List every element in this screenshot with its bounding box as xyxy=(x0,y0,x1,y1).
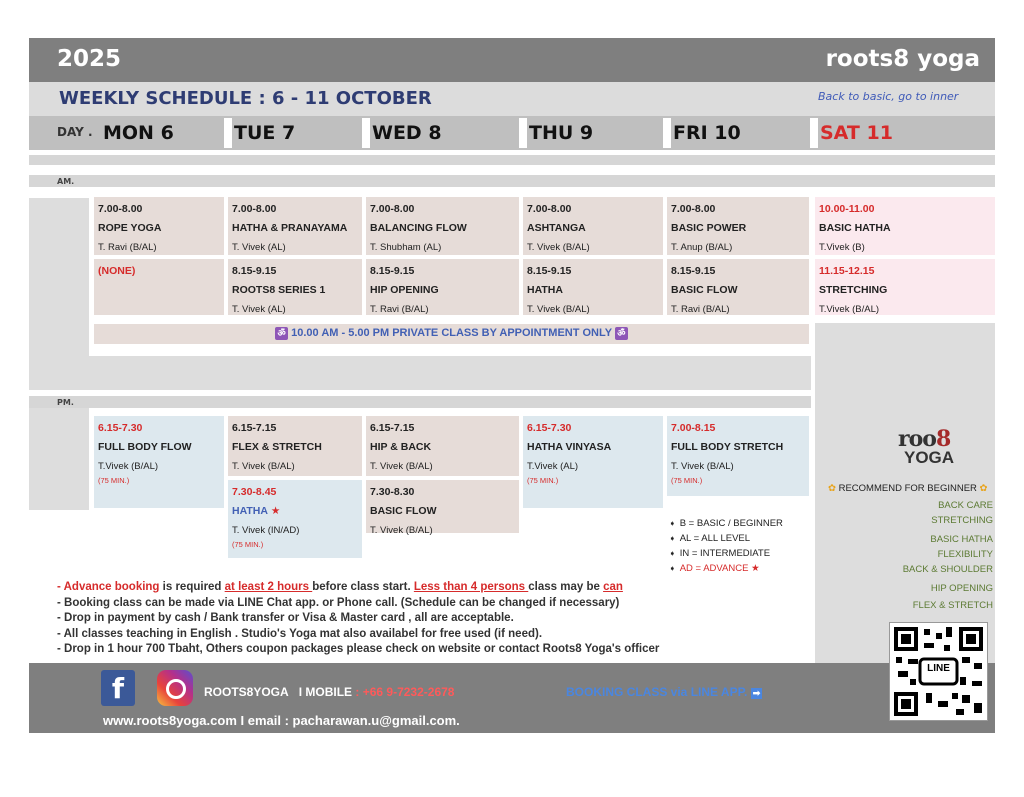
class-cell: 7.00-8.15 FULL BODY STRETCH T. Vivek (B/AL) (75 MIN.) xyxy=(667,416,809,496)
class-cell: (NONE) xyxy=(94,259,224,315)
roots8-logo: roo8 YOGA xyxy=(898,426,955,467)
recommend-list: BACK CARE STRETCHING BASIC HATHA FLEXIBILITY BACK & SHOULDER HIP OPENING FLEX & STRETCH xyxy=(902,500,993,611)
class-cell: 7.00-8.00 BALANCING FLOW T. Shubham (AL) xyxy=(366,197,519,255)
class-cell: 11.15-12.15 STRETCHING T.Vivek (B/AL) xyxy=(815,259,995,315)
class-cell: 7.00-8.00 HATHA & PRANAYAMA T. Vivek (AL) xyxy=(228,197,362,255)
pm-label: PM. xyxy=(57,398,74,407)
day-divider xyxy=(362,118,370,148)
brand-name: roots8 yoga xyxy=(825,46,980,72)
om-icon: ॐ xyxy=(275,327,288,340)
level-legend: ➧ B = BASIC / BEGINNER ➧ AL = ALL LEVEL ➧ IN = INTERMEDIATE ➧ AD = ADVANCE ★ xyxy=(669,518,783,574)
class-cell: 6.15-7.30 FULL BODY FLOW T.Vivek (B/AL) (75 MIN.) xyxy=(94,416,224,508)
day-thu: THU 9 xyxy=(529,122,594,144)
schedule-title: WEEKLY SCHEDULE : 6 - 11 OCTOBER xyxy=(59,88,432,109)
private-class-banner: ॐ 10.00 AM - 5.00 PM PRIVATE CLASS BY APPOINTMENT ONLY ॐ xyxy=(94,324,809,344)
booking-link[interactable]: BOOKING CLASS via LINE APP. ➡ xyxy=(566,685,761,699)
facebook-icon[interactable]: f xyxy=(101,670,135,706)
am-left-margin xyxy=(29,198,89,390)
class-cell: 7.30-8.30 BASIC FLOW T. Vivek (B/AL) xyxy=(366,480,519,533)
spacer-band xyxy=(29,155,995,165)
day-divider xyxy=(224,118,232,148)
day-sat: SAT 11 xyxy=(820,122,893,144)
day-mon: MON 6 xyxy=(103,122,174,144)
website-email[interactable]: www.roots8yoga.com I email : pacharawan.u@gmail.com. xyxy=(103,713,460,728)
am-band xyxy=(29,175,995,187)
pm-left-margin xyxy=(29,408,89,510)
class-cell: 7.00-8.00 BASIC POWER T. Anup (B/AL) xyxy=(667,197,809,255)
am-bottom-area xyxy=(89,356,811,390)
class-cell: 6.15-7.30 HATHA VINYASA T.Vivek (AL) (75 MIN.) xyxy=(523,416,663,508)
arrow-right-icon: ➡ xyxy=(752,688,761,698)
class-cell: 7.30-8.45 HATHA ★ T. Vivek (IN/AD) (75 MIN.) xyxy=(228,480,362,558)
day-tue: TUE 7 xyxy=(234,122,296,144)
day-divider xyxy=(519,118,527,148)
am-label: AM. xyxy=(57,177,75,186)
flower-icon: ✿ xyxy=(828,483,836,494)
class-cell: 8.15-9.15 BASIC FLOW T. Ravi (B/AL) xyxy=(667,259,809,315)
om-icon: ॐ xyxy=(615,327,628,340)
recommend-title: ✿ RECOMMEND FOR BEGINNER ✿ xyxy=(828,483,988,494)
class-cell: 8.15-9.15 HATHA T. Vivek (B/AL) xyxy=(523,259,663,315)
booking-notes: - Advance booking is required at least 2 hours before class start. Less than 4 persons class may be can - Booking class can be made via LINE Chat app. or Phone call. (Schedule can be changed if necessary) - Drop in payment by cash / Bank transfer or Visa & Master card , all are acceptable. - All classes teaching in English . Studio's Yoga mat also availabel for free used (if need). - Drop in 1 hour 700 Tbaht, Others coupon packages please check on website or contact Roots8 Yoga's officer xyxy=(57,581,660,655)
day-label: DAY . xyxy=(57,125,93,139)
day-divider xyxy=(663,118,671,148)
flower-icon: ✿ xyxy=(979,483,988,494)
class-cell: 6.15-7.15 HIP & BACK T. Vivek (B/AL) xyxy=(366,416,519,476)
slogan: Back to basic, go to inner xyxy=(818,90,959,103)
pm-band xyxy=(29,396,811,408)
contact-line: ROOTS8YOGA I MOBILE : +66 9-7232-2678 xyxy=(204,685,455,699)
day-fri: FRI 10 xyxy=(673,122,741,144)
class-cell: 8.15-9.15 HIP OPENING T. Ravi (B/AL) xyxy=(366,259,519,315)
day-divider xyxy=(810,118,818,148)
day-wed: WED 8 xyxy=(372,122,442,144)
class-cell: 7.00-8.00 ROPE YOGA T. Ravi (B/AL) xyxy=(94,197,224,255)
class-cell: 10.00-11.00 BASIC HATHA T.Vivek (B) xyxy=(815,197,995,255)
line-qr-code[interactable] xyxy=(889,622,988,721)
class-cell: 7.00-8.00 ASHTANGA T. Vivek (B/AL) xyxy=(523,197,663,255)
class-cell: 6.15-7.15 FLEX & STRETCH T. Vivek (B/AL) xyxy=(228,416,362,476)
class-cell: 8.15-9.15 ROOTS8 SERIES 1 T. Vivek (AL) xyxy=(228,259,362,315)
instagram-icon[interactable] xyxy=(157,670,193,706)
year: 2025 xyxy=(57,46,122,72)
line-label: LINE xyxy=(927,663,950,674)
